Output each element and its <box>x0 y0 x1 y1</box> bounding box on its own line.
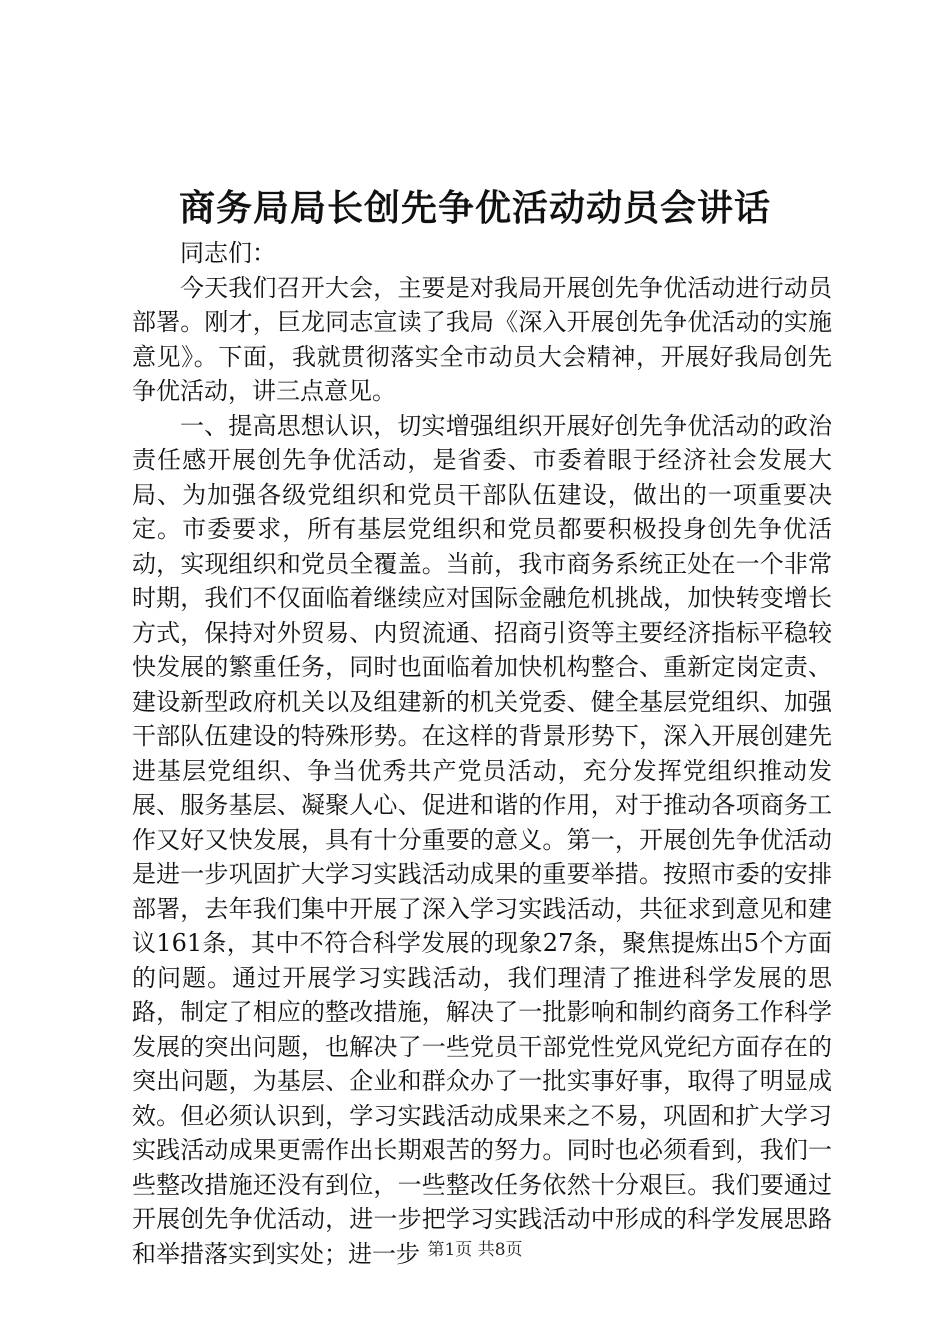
page-number-footer: 第1页 共8页 <box>427 1240 523 1260</box>
document-title: 商务局局长创先争优活动动员会讲话 <box>178 187 771 229</box>
document-body <box>132 236 832 1271</box>
greeting-line: 同志们： <box>180 239 276 267</box>
body-paragraph-1: 今天我们召开大会，主要是对我局开展创先争优活动进行动员部署。刚才，巨龙同志宣读了我局《深入开展创先争优活动的实施意见》。下面，我就贯彻落实全市动员大会精神，开展好我局创先争优活动，讲三点意见。 <box>132 273 832 405</box>
body-paragraph-2: 一、提高思想认识，切实增强组织开展好创先争优活动的政治责任感开展创先争优活动，是省委、市委着眼于经济社会发展大局、为加强各级党组织和党员干部队伍建设，做出的一项重要决定。市委要求，所有基层党组织和党员都要积极投身创先争优活动，实现组织和党员全覆盖。当前，我市商务系统正处在一个非常时期，我们不仅面临着继续应对国际金融危机挑战，加快转变增长方式，保持对外贸易、内贸流通、招商引资等主要经济指标平稳较快发展的繁重任务，同时也面临着加快机构整合、重新定岗定责、建设新型政府机关以及组建新的机关党委、健全基层党组织、加强干部队伍建设的特殊形势。在这样的背景形势下，深入开展创建先进基层党组织、争当优秀共产党员活动，充分发挥党组织推动发展、服务基层、凝聚人心、促进和谐的作用，对于推动各项商务工作又好又快发展，具有十分重要的意义。第一，开展创先争优活动是进一步巩固扩大学习实践活动成果的重要举措。按照市委的安排部署，去年我们集中开展了深入学习实践活动，共征求到意见和建议161条，其中不符合科学发展的现象27条，聚焦提炼出5个方面的问题。通过开展学习实践活动，我们理清了推进科学发展的思路，制定了相应的整改措施，解决了一批影响和制约商务工作科学发展的突出问题，也解决了一些党员干部党性党风党纪方面存在的突出问题，为基层、企业和群众办了一批实事好事，取得了明显成效。但必须认识到，学习实践活动成果来之不易，巩固和扩大学习实践活动成果更需作出长期艰苦的努力。同时也必须看到，我们一些整改措施还没有到位，一些整改任务依然十分艰巨。我们要通过开展创先争优活动，进一步把学习实践活动中形成的科学发展思路和举措落实到实处；进一步 <box>132 411 832 1268</box>
